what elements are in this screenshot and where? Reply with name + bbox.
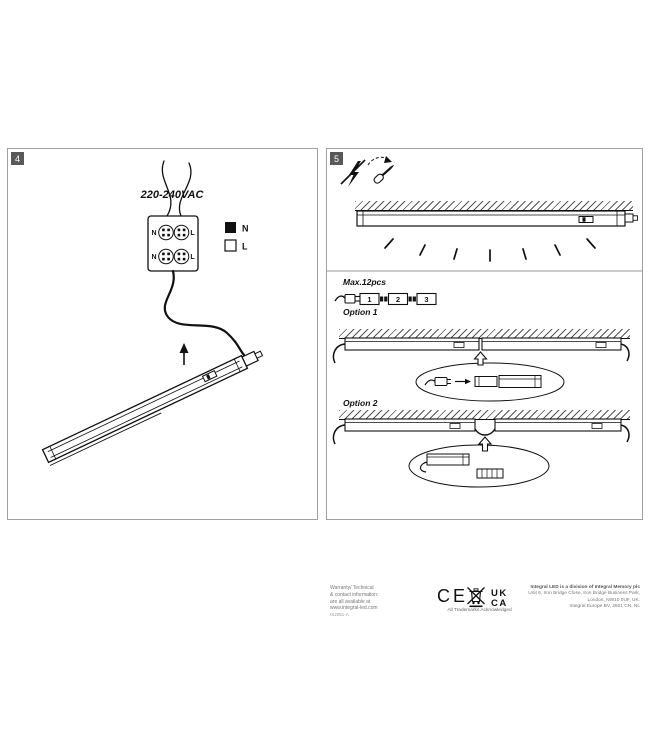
company-line: London, NW10 0UF, UK. — [587, 597, 640, 603]
power-switch — [579, 217, 593, 223]
option2-diagram — [333, 419, 629, 487]
warranty-line: Warranty/ Technical — [330, 585, 374, 591]
option1-diagram — [333, 338, 629, 401]
light-rays — [385, 239, 595, 261]
warranty-info — [330, 585, 378, 612]
unit-number-3: 3 — [424, 295, 429, 304]
neutral-square-icon — [225, 222, 236, 233]
voltage-label: 220-240VAC — [140, 189, 204, 201]
unit-number-1: 1 — [367, 295, 372, 304]
step-number-badge: 4 — [11, 152, 24, 165]
weee-bin-icon — [465, 584, 487, 608]
option2-label: Option 2 — [343, 398, 378, 408]
instruction-panels — [7, 148, 643, 520]
panel-step-5 — [326, 148, 643, 520]
warranty-line: www.integral-led.com — [330, 605, 378, 612]
mounting-diagram — [327, 149, 642, 519]
screwdriver-icon — [368, 156, 396, 184]
disconnect-power-icon — [341, 160, 365, 187]
legend-label-l: L — [242, 241, 248, 252]
connector-plug — [242, 349, 263, 366]
document-code: IS2051-A — [330, 612, 349, 617]
wiring-diagram — [8, 149, 317, 519]
live-square-icon — [225, 240, 236, 251]
daisy-chain-diagram — [335, 294, 436, 305]
warranty-line: & contact information: — [330, 591, 379, 598]
mains-cable — [165, 271, 244, 355]
end-connector — [625, 214, 638, 222]
led-batten — [43, 348, 267, 466]
panel-step-4 — [7, 148, 318, 520]
ukca-line-ca: CA — [491, 597, 508, 609]
trademarks-note: All Trademarks Acknowledged — [447, 608, 512, 613]
wiring-legend — [225, 222, 249, 252]
company-info — [505, 585, 640, 611]
ukca-line-uk: UK — [491, 588, 508, 599]
company-line: Integral LED is a division of Integral Memory plc — [530, 585, 640, 590]
terminal-label-l1: L — [190, 230, 195, 237]
legend-label-n: N — [242, 223, 249, 234]
warranty-line: are all available at — [330, 598, 371, 605]
company-line: Integral Europe BV, 2801 CN, NL — [569, 604, 640, 610]
ce-mark: CE — [437, 586, 469, 606]
unit-number-2: 2 — [395, 295, 401, 304]
terminal-label-n2: N — [151, 254, 157, 261]
link-cable — [475, 429, 495, 435]
max-units-label: Max.12pcs — [343, 277, 386, 287]
mounted-batten — [357, 211, 638, 226]
detail-callout — [409, 445, 549, 487]
option1-label: Option 1 — [343, 307, 378, 317]
terminal-label-l2: L — [190, 254, 195, 261]
terminal-label-n1: N — [151, 230, 157, 237]
up-arrow-icon — [180, 343, 189, 365]
step-number-badge: 5 — [330, 152, 343, 165]
company-line: Unit 6, Iron Bridge Close, Iron Bridge Business Park, — [528, 591, 640, 597]
terminal-block — [148, 216, 198, 271]
